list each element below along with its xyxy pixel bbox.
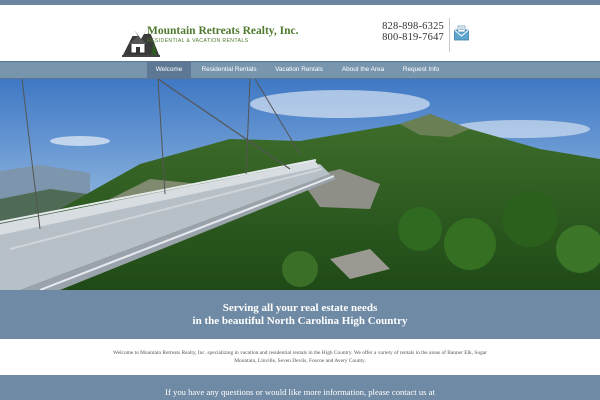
phone-number-local[interactable]: 828-898-6325 bbox=[382, 21, 444, 32]
hero-image-swinging-bridge bbox=[0, 79, 600, 290]
main-navigation bbox=[0, 61, 600, 79]
nav-request-info[interactable]: Request Info bbox=[402, 66, 440, 73]
mail-icon[interactable] bbox=[454, 25, 469, 41]
site-header bbox=[0, 5, 600, 61]
nav-about-the-area[interactable]: About the Area bbox=[341, 66, 385, 73]
nav-welcome[interactable]: Welcome bbox=[147, 62, 191, 78]
brand-tagline: RESIDENTIAL & VACATION RENTALS bbox=[147, 38, 249, 44]
phone-number-tollfree[interactable]: 800-819-7647 bbox=[382, 32, 444, 43]
banner-headline-line-2: in the beautiful North Carolina High Country bbox=[192, 315, 408, 327]
banner-headline-line-1: Serving all your real estate needs bbox=[222, 302, 378, 314]
welcome-paragraph: Welcome to Mountain Retreats Realty, Inc. specializing in vacation and residential rentals in the High Country. We offer a variety of rentals in the areas of Banner Elk, Sugar Mountain, Linville, Seven Devils, Foscoe and Avery County. bbox=[113, 350, 487, 364]
brand-name[interactable]: Mountain Retreats Realty, Inc. bbox=[147, 25, 299, 37]
nav-residential-rentals[interactable]: Residential Rentals bbox=[201, 66, 257, 73]
header-divider bbox=[449, 18, 450, 52]
nav-vacation-rentals[interactable]: Vacation Rentals bbox=[275, 66, 323, 73]
tagline-banner bbox=[0, 290, 600, 339]
contact-prompt: If you have any questions or would like more information, please contact us at bbox=[165, 387, 435, 397]
contact-band bbox=[0, 375, 600, 400]
